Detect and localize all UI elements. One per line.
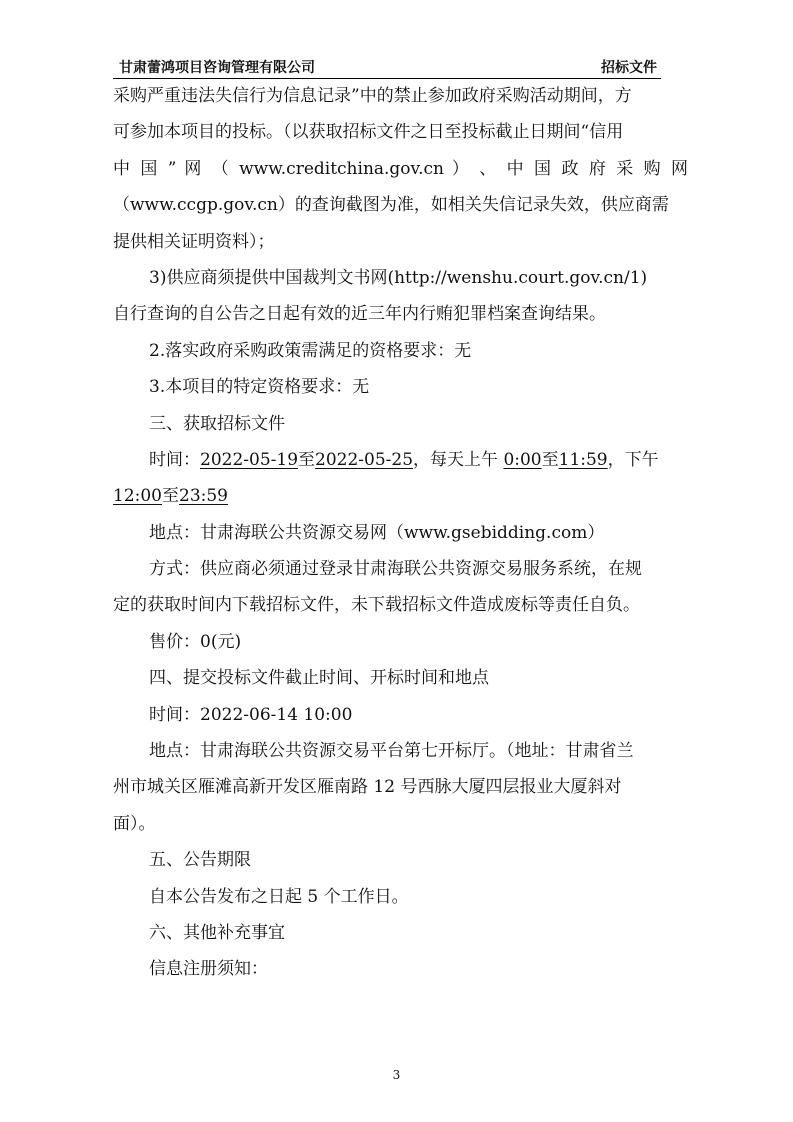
am-end: 11:59 bbox=[558, 449, 608, 470]
text-line-3: 中 国 ” 网 （ www.creditchina.gov.cn ） 、 中 国 政 府 采 购 网 bbox=[113, 158, 688, 179]
text-line-5: 提供相关证明资料）； bbox=[113, 231, 275, 252]
document-type: 招标文件 bbox=[601, 60, 657, 76]
am-start: 0:00 bbox=[503, 449, 542, 470]
start-date: 2022-05-19 bbox=[200, 449, 299, 470]
afternoon-text: ，下午 bbox=[607, 449, 659, 470]
price: 售价：0(元) bbox=[149, 631, 242, 652]
page-header bbox=[113, 56, 661, 79]
registration-notice: 信息注册须知： bbox=[149, 959, 268, 980]
deadline-time: 时间：2022-06-14 10:00 bbox=[149, 704, 353, 725]
section-heading-3: 三、获取招标文件 bbox=[149, 413, 285, 434]
section-heading-6: 六、其他补充事宜 bbox=[149, 922, 285, 943]
text-line-4: （www.ccgp.gov.cn）的查询截图为准，如相关失信记录失效，供应商需 bbox=[113, 195, 669, 216]
time-label: 时间： bbox=[149, 449, 200, 470]
to-text: 至 bbox=[541, 449, 559, 470]
to-text: 至 bbox=[298, 449, 316, 470]
acquire-method: 方式：供应商必须通过登录甘肃海联公共资源交易服务系统，在规 bbox=[149, 559, 642, 580]
text-line-7: 自行查询的自公告之日起有效的近三年内行贿犯罪档案查询结果。 bbox=[113, 304, 606, 325]
section-heading-5: 五、公告期限 bbox=[149, 850, 251, 871]
pm-end: 23:59 bbox=[179, 486, 228, 507]
specific-requirement: 3.本项目的特定资格要求：无 bbox=[149, 377, 370, 398]
opening-location-3: 面）。 bbox=[113, 813, 156, 834]
pm-start: 12:00 bbox=[113, 486, 162, 507]
text-line-1: 采购严重违法失信行为信息记录”中的禁止参加政府采购活动期间，方 bbox=[113, 86, 632, 106]
notice-period: 自本公告发布之日起 5 个工作日。 bbox=[149, 886, 409, 907]
text-line-2: 可参加本项目的投标。（以获取招标文件之日至投标截止日期间“信用 bbox=[113, 122, 624, 143]
acquire-time-line-2 bbox=[113, 478, 688, 514]
morning-text: ，每天上午 bbox=[413, 449, 504, 470]
to-text: 至 bbox=[162, 486, 179, 507]
acquire-time-line bbox=[113, 442, 688, 478]
acquire-method-2: 定的获取时间内下载招标文件，未下载招标文件造成废标等责任自负。 bbox=[113, 595, 640, 616]
section-heading-4: 四、提交投标文件截止时间、开标时间和地点 bbox=[149, 668, 489, 689]
company-name: 甘肃蕾鸿项目咨询管理有限公司 bbox=[119, 60, 315, 76]
document-body bbox=[113, 78, 688, 988]
text-line-6: 3)供应商须提供中国裁判文书网(http://wenshu.court.gov.cn/1) bbox=[149, 267, 648, 288]
page-number: 3 bbox=[392, 1068, 401, 1082]
end-date: 2022-05-25 bbox=[315, 449, 414, 470]
acquire-location: 地点：甘肃海联公共资源交易网（www.gsebidding.com） bbox=[149, 522, 605, 543]
policy-requirement: 2.落实政府采购政策需满足的资格要求：无 bbox=[149, 340, 472, 361]
opening-location: 地点：甘肃海联公共资源交易平台第七开标厅。（地址：甘肃省兰 bbox=[149, 741, 634, 762]
opening-location-2: 州市城关区雁滩高新开发区雁南路 12 号西脉大厦四层报业大厦斜对 bbox=[113, 777, 622, 798]
